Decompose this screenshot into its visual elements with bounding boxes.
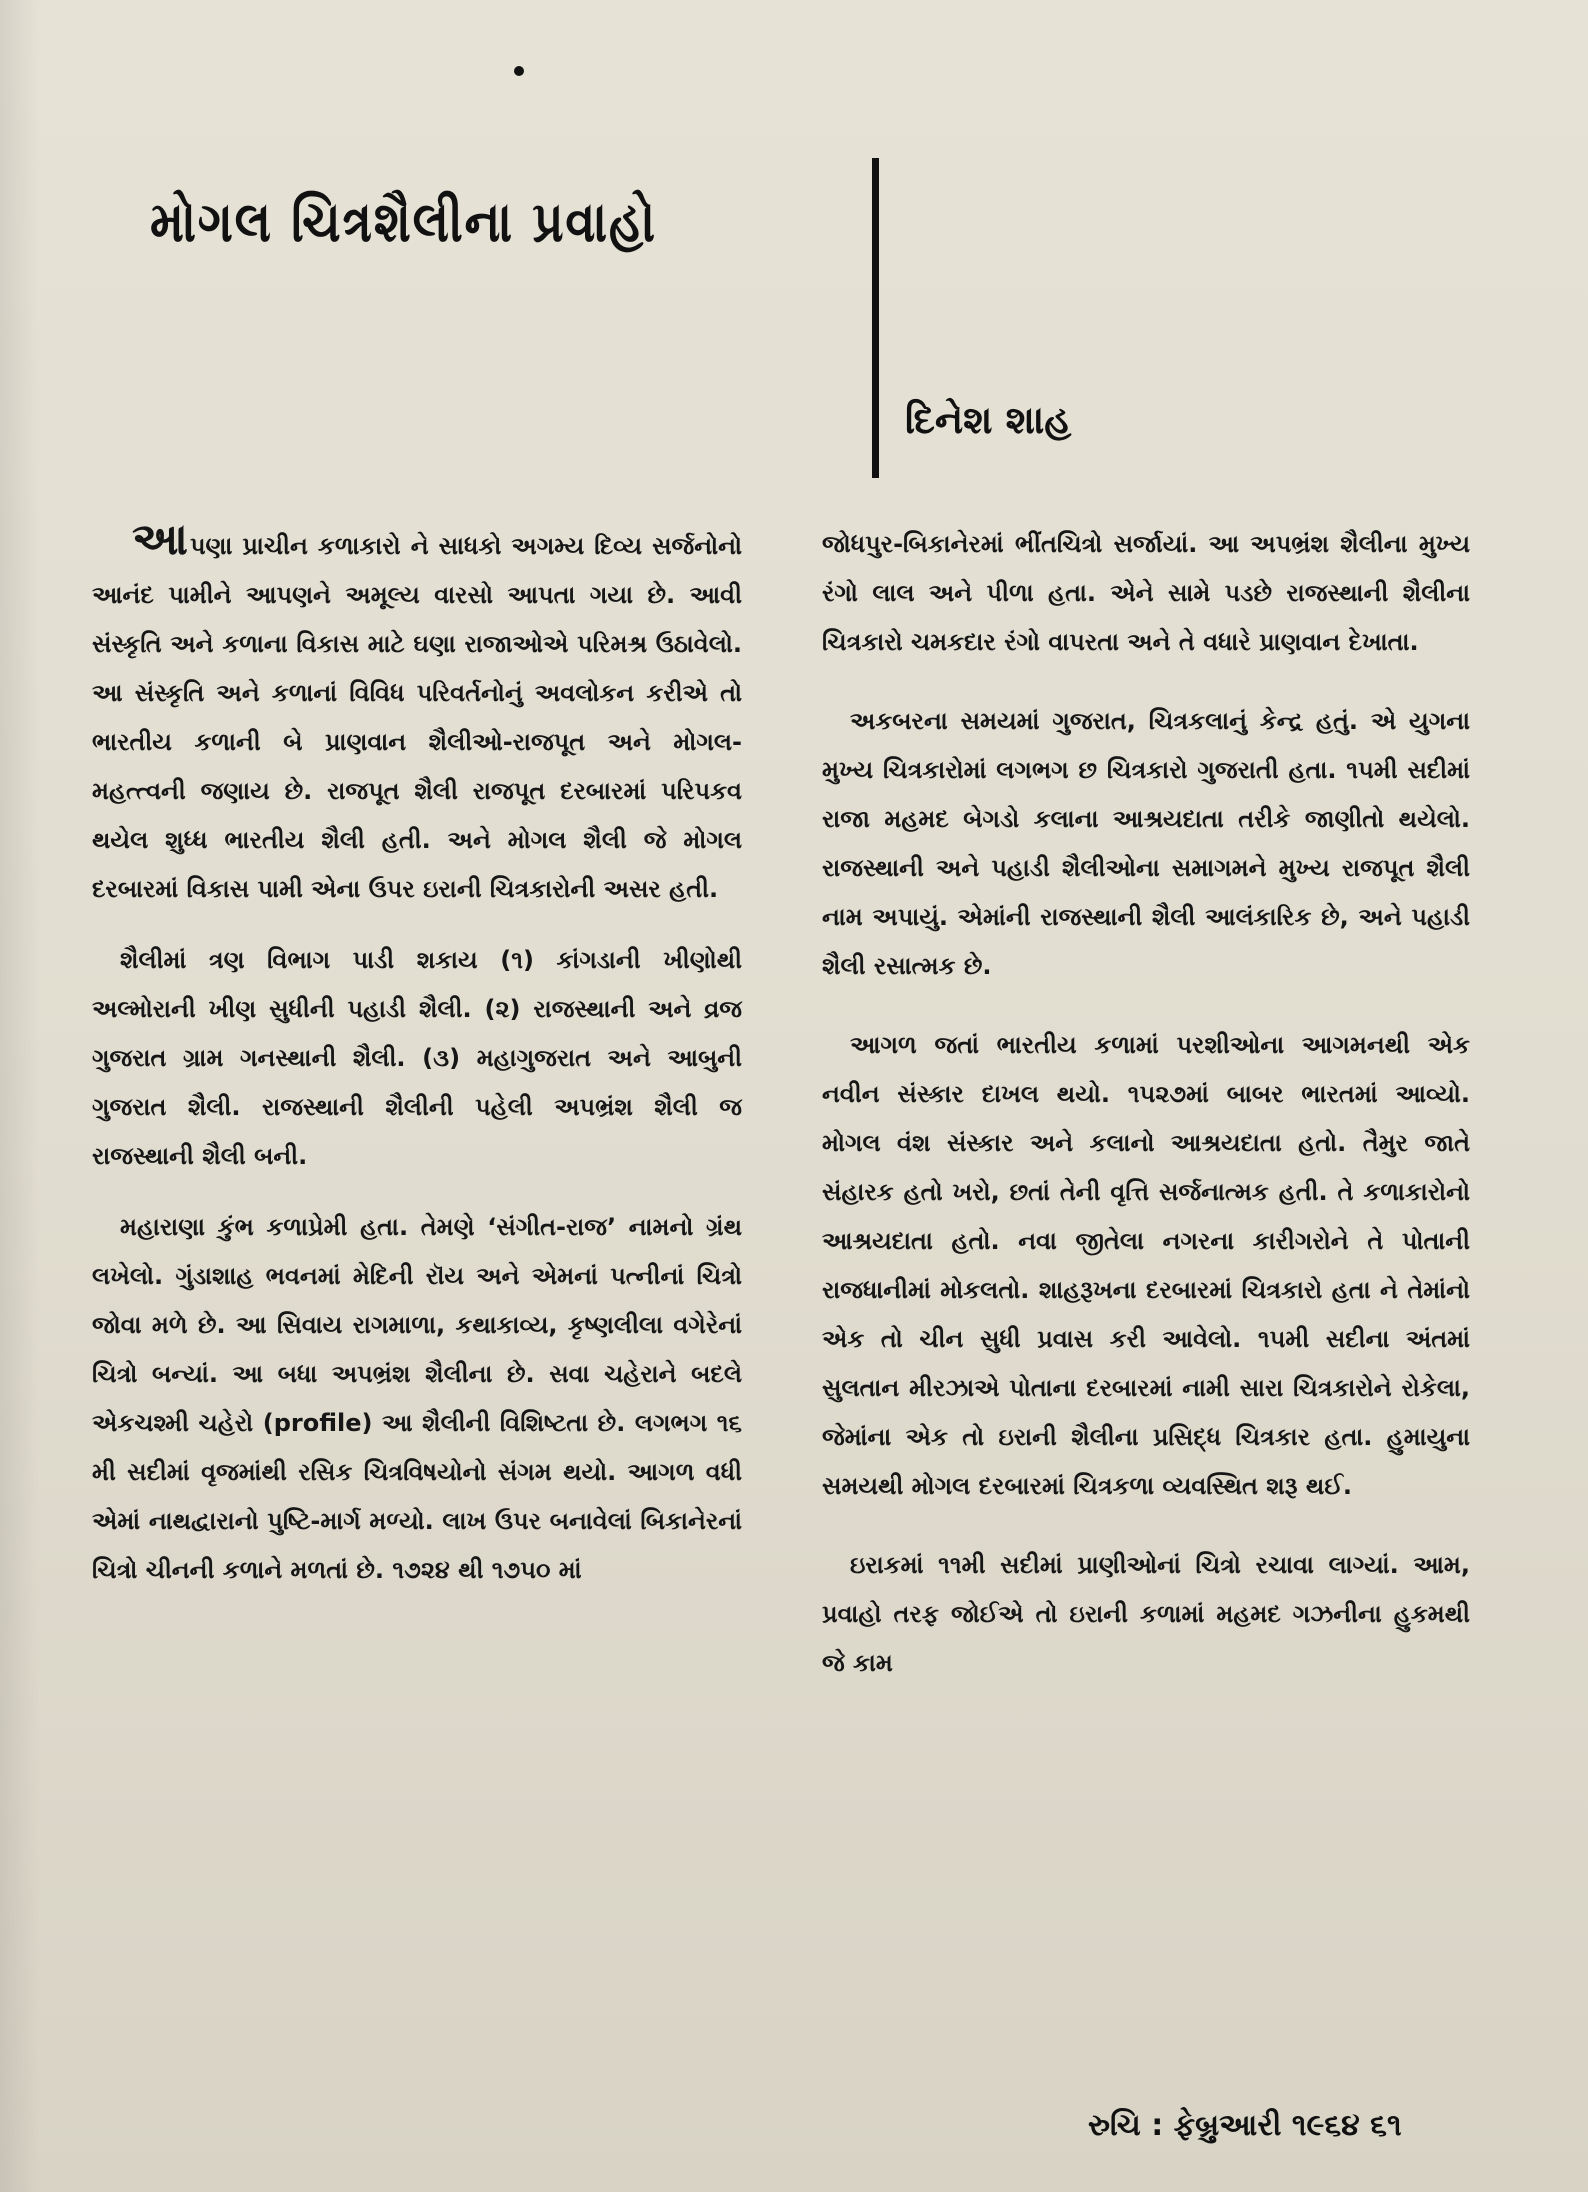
article-author: દિનેશ શાહ [905, 398, 1072, 442]
page-edge-shadow [0, 0, 40, 2192]
right-column [822, 520, 1470, 1718]
paragraph: શૈલીમાં ત્રણ વિભાગ પાડી શકાય (૧) કાંગડાની ખીણોથી અલ્મોરાની ખીણ સુધીની પહાડી શૈલી. (૨) રાજસ્થાની અને વ્રજ ગુજરાત ગ્રામ ગનસ્થાની શૈલી. (૩) મહાગુજરાત અને આબુની ગુજરાત શૈલી. રાજસ્થાની શૈલીની પહેલી અપભ્રંશ શૈલી જ રાજસ્થાની શૈલી બની. [92, 946, 742, 1170]
article-title: મોગલ ચિત્રશૈલીના પ્રવાહો [150, 190, 657, 255]
paragraph: આગળ જતાં ભારતીય કળામાં પરશીઓના આગમનથી એક નવીન સંસ્કાર દાખલ થયો. ૧૫૨૭માં બાબર ભારતમાં આવ્યો. મોગલ વંશ સંસ્કાર અને કલાનો આશ્રયદાતા હતો. તૈમુર જાતે સંહારક હતો ખરો, છતાં તેની વૃત્તિ સર્જનાત્મક હતી. તે કળાકારોનો આશ્રયદાતા હતો. નવા જીતેલા નગરના કારીગરોને તે પોતાની રાજધાનીમાં મોકલતો. શાહરૂખના દરબારમાં ચિત્રકારો હતા ને તેમાંનો એક તો ચીન સુધી પ્રવાસ કરી આવેલો. ૧૫મી સદીના અંતમાં સુલતાન મીરઝાએ પોતાના દરબારમાં નામી સારા ચિત્રકારોને રોકેલા, જેમાંના એક તો ઇરાની શૈલીના પ્રસિદ્ધ ચિત્રકાર હતા. હુમાયુના સમયથી મોગલ દરબારમાં ચિત્રકળા વ્યવસ્થિત શરૂ થઈ. [822, 1031, 1470, 1500]
paragraph: અકબરના સમયમાં ગુજરાત, ચિત્રકલાનું કેન્દ્ર હતું. એ યુગના મુખ્ય ચિત્રકારોમાં લગભગ છ ચિત્રકારો ગુજરાતી હતા. ૧૫મી સદીમાં રાજા મહમદ બેગડો કલાના આશ્રયદાતા તરીકે જાણીતો થયેલો. રાજસ્થાની અને પહાડી શૈલીઓના સમાગમને મુખ્ય રાજપૂત શૈલી નામ અપાયું. એમાંની રાજસ્થાની શૈલી આલંકારિક છે, અને પહાડી શૈલી રસાત્મક છે. [822, 707, 1470, 980]
paragraph: જોધપુર-બિકાનેરમાં ભીંતચિત્રો સર્જાયાં. આ અપભ્રંશ શૈલીના મુખ્ય રંગો લાલ અને પીળા હતા. એને સામે પડછે રાજસ્થાની શૈલીના ચિત્રકારો ચમકદાર રંગો વાપરતા અને તે વધારે પ્રાણવાન દેખાતા. [822, 530, 1470, 656]
left-column [92, 514, 742, 1617]
drop-cap: આ [132, 514, 188, 565]
paragraph-text: પણા પ્રાચીન કળાકારો ને સાધકો અગમ્ય દિવ્ય સર્જનોનો આનંદ પામીને આપણને અમૂલ્ય વારસો આપતા ગયા છે. આવી સંસ્કૃતિ અને કળાના વિકાસ માટે ઘણા રાજાઓએ પરિમશ્ર ઉઠાવેલો. આ સંસ્કૃતિ અને કળાનાં વિવિધ પરિવર્તનોનું અવલોકન કરીએ તો ભારતીય કળાની બે પ્રાણવાન શૈલીઓ-રાજપૂત અને મોગલ-મહત્ત્વની જણાય છે. રાજપૂત શૈલી રાજપૂત દરબારમાં પરિપકવ થયેલ શુધ્ધ ભારતીય શૈલી હતી. અને મોગલ શૈલી જે મોગલ દરબારમાં વિકાસ પામી એના ઉપર ઇરાની ચિત્રકારોની અસર હતી. [92, 532, 742, 903]
ornament-dot [514, 66, 524, 76]
page-footer: રુચિ : ફેબ્રુઆરી ૧૯૬૪ ૬૧ [1088, 2108, 1402, 2143]
paragraph: ઇરાકમાં ૧૧મી સદીમાં પ્રાણીઓનાં ચિત્રો રચાવા લાગ્યાં. આમ, પ્રવાહો તરફ જોઈએ તો ઇરાની કળામાં મહમદ ગઝનીના હુકમથી જે કામ [822, 1551, 1470, 1677]
paragraph: મહારાણા કુંભ કળાપ્રેમી હતા. તેમણે ‘સંગીત-રાજ’ નામનો ગ્રંથ લખેલો. ગુંડાશાહ ભવનમાં મેદિની રૉય અને એમનાં પત્નીનાં ચિત્રો જોવા મળે છે. આ સિવાય રાગમાળા, કથાકાવ્ય, કૃષ્ણલીલા વગેરેનાં ચિત્રો બન્યાં. આ બધા અપભ્રંશ શૈલીના છે. સવા ચહેરાને બદલે એકચશ્મી ચહેરો (profile) આ શૈલીની વિશિષ્ટતા છે. લગભગ ૧૬ મી સદીમાં વૃજમાંથી રસિક ચિત્રવિષયોનો સંગમ થયો. આગળ વધી એમાં નાથદ્વારાનો પુષ્ટિ-માર્ગ મળ્યો. લાખ ઉપર બનાવેલાં બિકાનેરનાં ચિત્રો ચીનની કળાને મળતાં છે. ૧૭૨૪ થી ૧૭૫૦ માં [92, 1213, 742, 1584]
vertical-rule [872, 158, 879, 478]
paragraph [92, 514, 742, 914]
